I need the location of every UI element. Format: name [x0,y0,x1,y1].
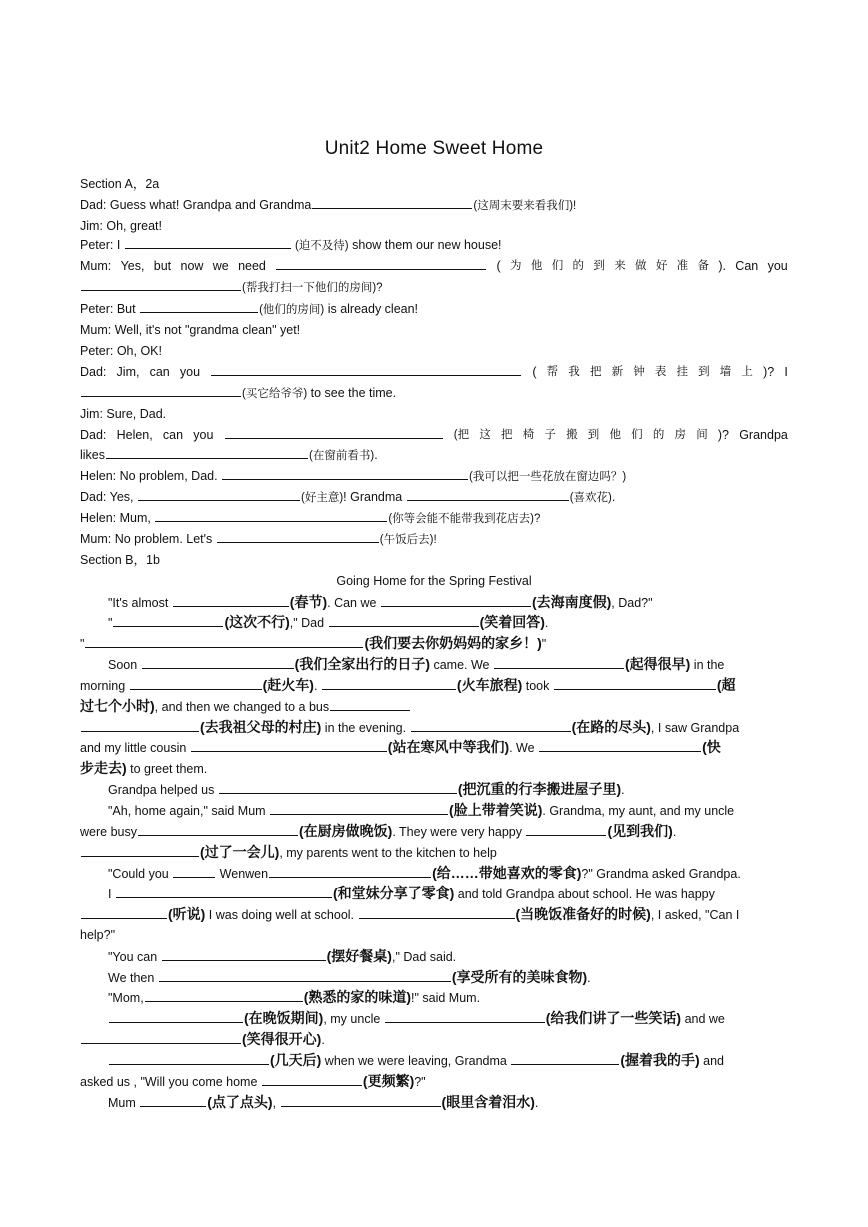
text-segment: Jim, [116,365,140,379]
text-line [108,780,788,799]
chinese-hint: 房 [674,429,687,441]
blank-line[interactable] [173,594,289,607]
blank-line[interactable] [219,781,457,794]
text-segment: . [621,783,625,797]
chinese-hint: (我们要去你奶妈妈的家乡！) [364,635,542,651]
blank-line[interactable] [140,300,258,313]
chinese-hint: 新 [611,366,624,378]
chinese-hint: (在晚饭期间) [244,1010,324,1026]
text-segment: Jim: Oh, great! [80,219,162,233]
blank-line[interactable] [162,948,326,961]
text-segment: Helen: No problem, Dad. [80,469,222,483]
text-segment: ). [718,259,726,273]
blank-line[interactable] [191,739,387,752]
blank-line[interactable] [138,823,298,836]
chinese-hint: (享受所有的美味食物) [451,969,588,985]
text-segment: came. We [430,658,493,672]
text-line [80,572,788,590]
blank-line[interactable] [81,719,199,732]
chinese-hint: (眼里含着泪水) [441,1094,535,1110]
blank-line[interactable] [113,614,223,627]
text-segment: Peter: But [80,302,140,316]
blank-line[interactable] [269,865,431,878]
text-line [108,1009,788,1028]
text-line [108,655,788,674]
text-segment: need [238,259,266,273]
chinese-hint: (点了点头) [207,1094,273,1110]
text-segment: . [321,1033,325,1047]
chinese-hint: 好 [655,260,668,272]
blank-line[interactable] [211,363,521,376]
chinese-hint: 墙 [719,366,732,378]
chinese-hint: 把 [501,429,513,441]
blank-line[interactable] [330,698,410,711]
text-segment: can [162,428,184,442]
blank-line[interactable] [81,1031,241,1044]
text-line [108,1051,788,1070]
text-line [108,1093,788,1112]
text-segment: Dad: [80,428,107,442]
text-segment: )? [717,428,730,442]
blank-line[interactable] [329,614,479,627]
text-line [80,257,788,275]
blank-line[interactable] [312,196,472,209]
text-segment: when we were leaving, Grandma [321,1054,511,1068]
chinese-hint: 表 [654,366,667,378]
text-segment: in the [690,658,725,672]
chinese-hint: (起得很早) [624,656,691,672]
text-segment: Jim: Sure, Dad. [80,407,167,421]
text-line [80,321,788,339]
chinese-hint: (他们的房间) [259,304,325,316]
text-segment: . [534,1096,539,1110]
text-segment: )? [763,365,775,379]
text-segment: , I saw Grandpa [650,721,740,735]
text-segment: we [212,259,229,273]
text-segment: . [374,448,378,462]
blank-line[interactable] [281,1094,441,1107]
text-line [108,613,788,632]
text-segment: "You can [108,950,161,964]
blank-line[interactable] [125,236,291,249]
chinese-hint: (买它给爷爷) [242,388,308,400]
text-segment: . They were very happy [392,825,526,839]
chinese-hint: (这周末要来看我们)! [473,200,577,212]
text-segment: in the evening. [321,721,410,735]
text-segment: . [672,825,677,839]
text-segment: . [544,616,549,630]
chinese-hint: (我们全家出行的日子) [294,656,430,672]
chinese-hint: (站在寒风中等我们) [387,739,510,755]
text-line [80,426,788,444]
text-segment: asked us , "Will you come home [80,1075,261,1089]
text-line [80,718,788,737]
chinese-hint: 搬 [566,429,578,441]
text-line [80,467,788,486]
chinese-hint: (把 [453,429,470,441]
text-segment: . Can we [327,596,380,610]
text-segment: and [699,1054,724,1068]
text-segment: ( [532,365,537,379]
text-line [80,509,788,528]
chinese-hint: 备 [697,260,709,272]
chinese-hint: 上 [741,366,753,378]
chinese-hint: (在窗前看书) [309,450,375,462]
chinese-hint: (给我们讲了一些笑话) [545,1010,682,1026]
blank-line[interactable] [539,739,701,752]
text-segment: Helen: Mum, [80,511,155,525]
text-segment: , [272,1096,280,1110]
chinese-hint: (帮我打扫一下他们的房间)? [242,282,383,294]
text-line [80,363,788,381]
blank-line[interactable] [225,426,443,439]
blank-line[interactable] [173,865,215,878]
text-segment: . [611,490,616,504]
blank-line[interactable] [138,488,300,501]
text-segment: and told Grandpa about school. He was happy [454,887,715,901]
text-segment: "It's almost [108,596,172,610]
text-segment: Mum: [80,259,112,273]
text-segment: show them our new house! [348,238,502,252]
text-segment: to see the time. [307,386,397,400]
blank-line[interactable] [142,656,294,669]
text-line [80,905,788,924]
text-line [80,530,788,549]
text-segment: "Mom, [108,991,144,1005]
chinese-hint: 准 [676,260,689,272]
text-line [80,300,788,319]
chinese-hint: (见到我们) [607,823,673,839]
chinese-hint: (握着我的手) [620,1052,700,1068]
chinese-hint: (笑着回答) [479,614,545,630]
text-segment: "Ah, home again," said Mum [108,804,270,818]
text-segment: ! Grandma [343,490,406,504]
text-segment: " [108,616,113,630]
text-line [80,843,788,862]
blank-line[interactable] [411,719,571,732]
chinese-hint: (好主意) [301,492,344,504]
blank-line[interactable] [511,1052,619,1065]
text-segment: you [193,428,214,442]
chinese-hint: 帮 [546,366,559,378]
blank-line[interactable] [145,989,303,1002]
text-segment: , I asked, "Can I [650,908,740,922]
blank-line[interactable] [270,802,448,815]
text-segment: ," Dad said. [391,950,457,964]
text-line [80,697,788,716]
text-segment: morning [80,679,129,693]
text-line [80,676,788,695]
text-line [108,884,788,903]
blank-line[interactable] [155,509,387,522]
chinese-hint: 间 [696,429,708,441]
blank-line[interactable] [130,677,262,690]
text-segment: . [587,971,591,985]
text-segment: , Dad?" [611,596,653,610]
text-line [80,342,788,360]
text-segment: took [522,679,553,693]
text-line [108,801,788,820]
text-line [80,738,788,757]
text-segment: Soon [108,658,141,672]
text-line [80,278,788,297]
chinese-hint: (快 [702,739,721,755]
blank-line[interactable] [81,844,199,857]
chinese-hint: (几天后) [270,1052,322,1068]
text-segment: Dad: Guess what! Grandpa and Grandma [80,198,312,212]
text-segment: Helen, [116,428,153,442]
chinese-hint: 钟 [633,366,645,378]
text-segment: " [541,637,547,651]
text-line [80,822,788,841]
text-segment: Wenwen [216,867,269,881]
text-segment: . [313,679,321,693]
text-segment: Mum: Well, it's not "grandma clean" yet! [80,323,301,337]
text-line [80,926,788,944]
text-line [80,551,788,569]
chinese-hint: (超 [716,677,736,693]
chinese-hint: (去海南度假) [531,594,612,610]
blank-line[interactable] [262,1073,362,1086]
text-line [80,196,788,215]
text-segment: I [784,365,788,379]
chinese-hint: 这 [479,429,491,441]
text-line [80,1072,788,1091]
text-line [108,988,788,1007]
text-line [108,968,788,987]
text-segment: Can [735,259,759,273]
text-segment: can [149,365,170,379]
page-title: Unit2 Home Sweet Home [324,138,544,159]
chinese-hint: (这次不行) [224,614,290,630]
chinese-hint: (过了一会儿) [200,844,280,860]
chinese-hint: 们 [551,260,564,272]
text-segment: , my parents went to the kitchen to help [279,846,497,860]
chinese-hint: 的 [652,429,665,441]
text-segment: and we [681,1012,725,1026]
chinese-hint: (在路的尽头) [571,719,651,735]
chinese-hint: 步走去) [80,760,127,776]
text-segment: Yes, [120,259,145,273]
text-line [80,634,788,653]
text-line [80,1030,788,1049]
text-segment: help?" [80,928,116,942]
blank-line[interactable] [385,1010,545,1023]
blank-line[interactable] [106,446,308,459]
chinese-hint: (午饭后去)! [379,534,437,546]
chinese-hint: (我可以把一些花放在窗边吗？) [469,471,627,483]
text-segment: Dad: Yes, [80,490,137,504]
blank-line[interactable] [81,906,167,919]
blank-line[interactable] [494,656,624,669]
text-segment: were busy [80,825,137,839]
chinese-hint: (春节) [289,594,328,610]
text-segment: I [108,887,115,901]
chinese-hint: (去我祖父母的村庄) [200,719,322,735]
chinese-hint: (听说) [168,906,206,922]
blank-line[interactable] [276,257,486,270]
text-segment: you [767,259,788,273]
blank-line[interactable] [407,488,569,501]
text-line [80,759,788,778]
blank-line[interactable] [159,969,451,982]
text-segment: ( [496,259,501,273]
blank-line[interactable] [85,635,363,648]
chinese-hint: (摆好餐桌) [326,948,392,964]
chinese-hint: 到 [698,366,710,378]
blank-line[interactable] [109,1010,243,1023]
text-segment: now [180,259,204,273]
blank-line[interactable] [217,530,379,543]
chinese-hint: 的 [572,260,585,272]
text-segment: to greet them. [126,762,208,776]
chinese-hint: (给……带她喜欢的零食) [432,865,582,881]
text-line [80,175,788,193]
blank-line[interactable] [554,677,716,690]
text-segment: and my little cousin [80,741,190,755]
chinese-hint: 把 [589,366,602,378]
text-line [80,236,788,255]
chinese-hint: (喜欢花) [569,492,612,504]
chinese-hint: (更频繁) [362,1073,415,1089]
text-segment: Grandpa [739,428,788,442]
chinese-hint: (当晚饭准备好的时候) [515,906,651,922]
blank-line[interactable] [116,885,332,898]
blank-line[interactable] [381,594,531,607]
blank-line[interactable] [222,467,468,480]
text-segment: but [153,259,172,273]
chinese-hint: (火车旅程) [456,677,523,693]
text-segment: I was doing well at school. [205,908,358,922]
text-segment: Grandpa helped us [108,783,218,797]
text-segment: Peter: Oh, OK! [80,344,162,358]
chinese-hint: (把沉重的行李搬进屋子里) [457,781,622,797]
chinese-hint: 我 [568,366,580,378]
chinese-hint: 椅 [522,429,535,441]
text-segment: Mum: No problem. Let's [80,532,216,546]
text-segment: likes [80,448,106,462]
blank-line[interactable] [81,384,241,397]
text-line [80,488,788,507]
chinese-hint: (赶火车) [262,677,314,693]
text-segment: Mum [108,1096,140,1110]
text-segment: ?" Grandma asked Grandpa. [581,867,741,881]
text-segment: you [179,365,201,379]
text-segment: "Could you [108,867,173,881]
text-line [80,384,788,403]
chinese-hint: (迫不及待) [291,240,349,252]
chinese-hint: (你等会能不能带我到花店去)? [388,513,541,525]
chinese-hint: 来 [614,260,626,272]
text-segment: , my uncle [323,1012,384,1026]
text-line [80,446,788,465]
text-line [108,593,788,612]
text-segment: is already clean! [324,302,419,316]
chinese-hint: 子 [544,429,556,441]
chinese-hint: 他 [609,429,621,441]
chinese-hint: (熟悉的家的味道) [303,989,412,1005]
text-segment: . Grandma, my aunt, and my uncle [542,804,735,818]
text-segment: , and then we changed to a bus [154,700,330,714]
text-segment: Section B，1b [80,553,160,567]
chinese-hint: (和堂妹分享了零食) [332,885,455,901]
text-segment: " [80,637,85,651]
text-segment: ," Dad [289,616,328,630]
chinese-hint: (笑得很开心) [242,1031,322,1047]
chinese-hint: 过七个小时) [80,698,155,714]
blank-line[interactable] [526,823,606,836]
chinese-hint: 到 [587,429,600,441]
blank-line[interactable] [109,1052,269,1065]
chinese-hint: 们 [631,429,643,441]
text-segment: We then [108,971,158,985]
text-segment: !" said Mum. [411,991,481,1005]
blank-line[interactable] [81,278,241,291]
text-segment: Peter: I [80,238,124,252]
chinese-hint: 到 [593,260,605,272]
text-line [80,217,788,235]
text-line [80,405,788,423]
chinese-hint: 他 [530,260,543,272]
chinese-hint: 挂 [676,366,688,378]
chinese-hint: (在厨房做晚饭) [298,823,393,839]
text-segment: Section A，2a [80,177,160,191]
text-segment: Dad: [80,365,107,379]
text-segment: ?" [414,1075,426,1089]
text-line [108,864,788,883]
blank-line[interactable] [322,677,456,690]
text-line [108,947,788,966]
blank-line[interactable] [359,906,515,919]
chinese-hint: 做 [635,260,647,272]
chinese-hint: (脸上带着笑说) [449,802,543,818]
chinese-hint: 为 [510,260,522,272]
text-segment: . We [509,741,539,755]
blank-line[interactable] [140,1094,206,1107]
text-segment: Going Home for the Spring Festival [336,574,532,588]
